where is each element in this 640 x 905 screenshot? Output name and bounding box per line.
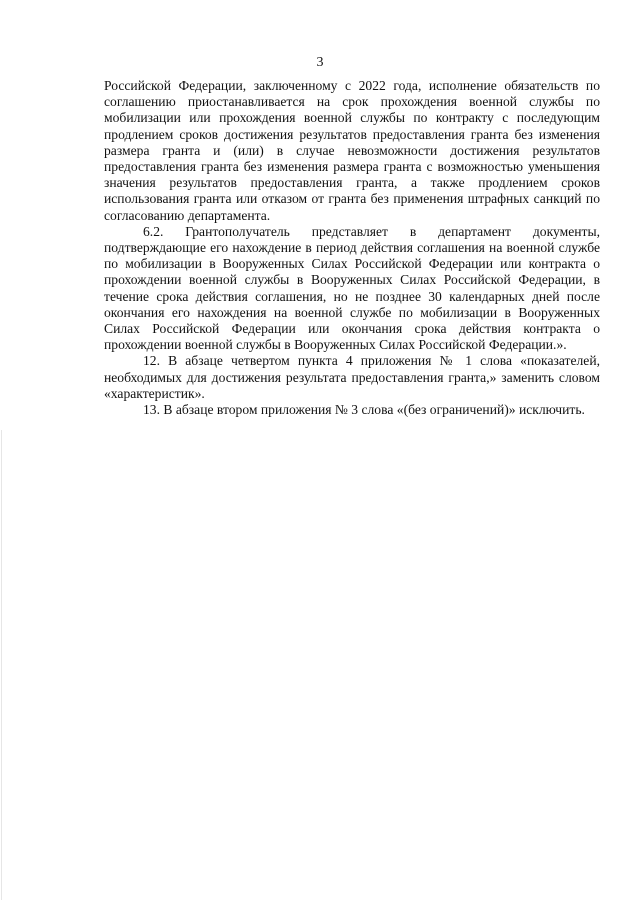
- paragraph-continuation: Российской Федерации, заключенному с 2022 года, исполнение обязательств по соглашению приостанавливается на срок прохождения военной службы по мобилизации или прохождения военной службы по контракту с последующим продлением сроков достижения результатов предоставления гранта без изменения размера гранта и (или) в случае невозможности достижения результатов предоставления гранта без изменения размера гранта с возможностью уменьшения значения результатов предоставления гранта, а также продлением сроков использования гранта или отказом от гранта без применения штрафных санкций по согласованию департамента.: [104, 78, 600, 223]
- page-number: 3: [316, 55, 324, 70]
- paragraph-item-12: 12. В абзаце четвертом пункта 4 приложения № 1 слова «показателей, необходимых для достижения результата предоставления гранта,» заменить словом «характеристик».: [104, 353, 600, 401]
- scan-edge-line: [1, 430, 2, 900]
- document-body: [104, 78, 600, 418]
- paragraph-6-2: 6.2. Грантополучатель представляет в департамент документы, подтверждающие его нахождение в период действия соглашения на военной службе по мобилизации в Вооруженных Силах Российской Федерации или контракта о прохождении военной службы в Вооруженных Силах Российской Федерации, в течение срока действия соглашения, но не позднее 30 календарных дней после окончания его нахождения на военной службе по мобилизации в Вооруженных Силах Российской Федерации или окончания срока действия контракта о прохождении военной службы в Вооруженных Силах Российской Федерации.».: [104, 223, 600, 353]
- paragraph-item-13: 13. В абзаце втором приложения № 3 слова «(без ограничений)» исключить.: [143, 402, 585, 418]
